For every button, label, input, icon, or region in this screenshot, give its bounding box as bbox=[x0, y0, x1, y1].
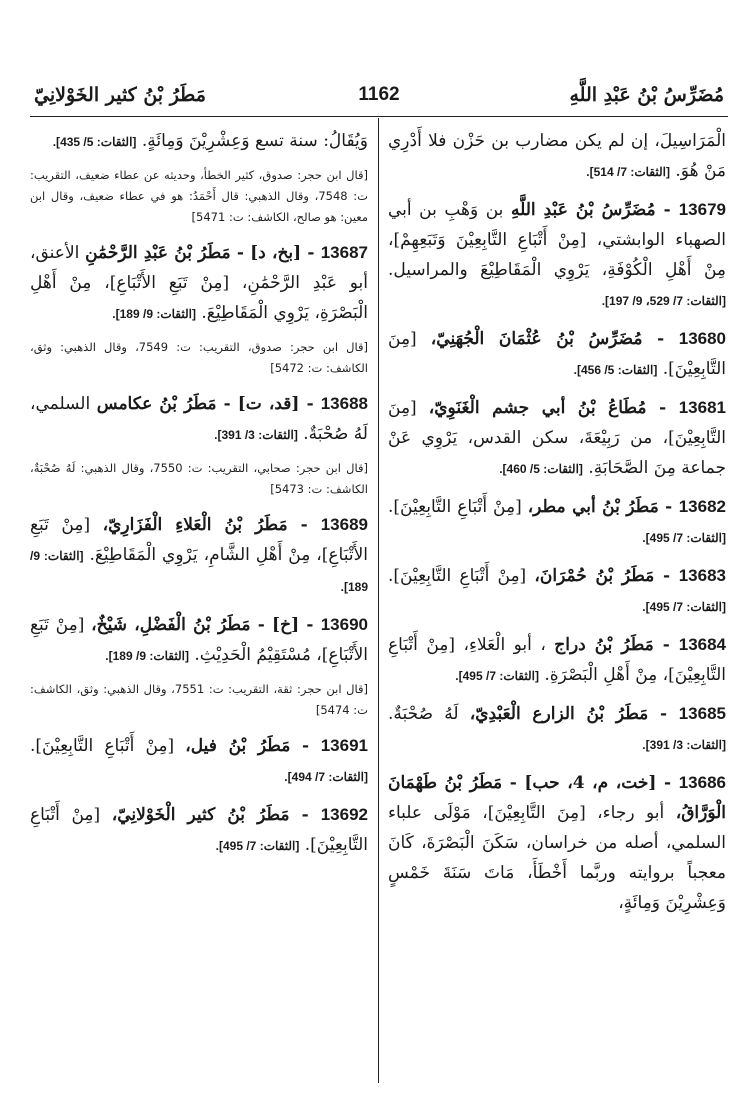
narrator-entry bbox=[30, 238, 368, 329]
narrator-name: مَطَرُ بْنُ أبي مطر، bbox=[527, 497, 659, 517]
entry-text: السلمي، لَهُ صُحْبَةٌ. bbox=[30, 394, 368, 444]
narrator-entry bbox=[388, 324, 726, 385]
entry-heading: 13692 - مَطَرُ بْنُ كثير الْخَوْلانِيّ، bbox=[111, 805, 368, 825]
narrator-name: [بخ، د] - مَطَرُ بْنُ عَبْدِ الرَّحْمَٰنِ bbox=[85, 243, 302, 263]
entry-number: 13690 bbox=[320, 615, 368, 634]
page-number: 1162 bbox=[358, 84, 400, 105]
footnote: [قال ابن حجر: ثقة، التقريب: ت: 7551، وقال الذهبي: وثق، الكاشف: ت: 5474] bbox=[30, 682, 368, 717]
entry-number: 13684 bbox=[678, 635, 726, 654]
source-reference: [الثقات: 7/ 494]. bbox=[284, 770, 368, 784]
entry-text: [مِنْ أَتْبَاعِ التَّابِعِيْنَ]. bbox=[388, 497, 522, 517]
entry-heading: 13690 - [خ] - مَطَرُ بْنُ الْفَضْلِ، شَيْخٌ، bbox=[91, 615, 368, 635]
entry-number: 13679 bbox=[678, 200, 726, 219]
source-reference: [الثقات: 9/ 189]. bbox=[30, 549, 368, 594]
narrator-entry bbox=[30, 800, 368, 861]
entry-heading: 13684 - مَطَرُ بْنُ دراج bbox=[554, 635, 726, 655]
header-right-title: مُضَرِّسُ بْنُ عَبْدِ اللَّهِ bbox=[569, 84, 724, 106]
entry-number: 13681 bbox=[678, 398, 726, 417]
narrator-name: مَطَرُ بْنُ الزارع الْعَبْدِيّ، bbox=[469, 704, 649, 724]
source-reference: [الثقات: 3/ 391]. bbox=[642, 738, 726, 752]
narrator-entry bbox=[388, 630, 726, 691]
entry-continuation bbox=[388, 126, 726, 187]
source-reference: [الثقات: 7/ 514]. bbox=[586, 165, 670, 179]
entry-text: الأعنق، أبو عَبْدِ الرَّحْمَٰنِ، [مِنْ تَبَعِ الأَتْبَاعِ]، مِنْ أَهْلِ الْبَصْرَةِ، يَرْوِي الْمَقَاطِيْعَ. bbox=[30, 243, 368, 323]
source-reference: [الثقات: 9/ 189]. bbox=[112, 307, 196, 321]
entry-heading: 13687 - [بخ، د] - مَطَرُ بْنُ عَبْدِ الرَّحْمَٰنِ bbox=[85, 243, 368, 263]
source-reference: [الثقات: 7/ 495]. bbox=[215, 839, 300, 853]
narrator-name: [خ] - مَطَرُ بْنُ الْفَضْلِ، شَيْخٌ، bbox=[91, 615, 300, 635]
entry-number: 13685 bbox=[678, 704, 726, 723]
narrator-name: [قد، ت] - مَطَرُ بْنُ عكامس bbox=[96, 394, 300, 414]
source-reference: [الثقات: 7/ 495]. bbox=[642, 600, 726, 614]
entry-text: [مِنْ أَتْبَاعِ التَّابِعِيْنَ]. bbox=[30, 805, 368, 855]
narrator-entry bbox=[388, 561, 726, 622]
entry-heading: 13681 - مُطَاعُ بْنُ أبي جشم الْغَنَوِيّ، bbox=[428, 398, 726, 418]
right-column bbox=[388, 126, 726, 1086]
source-reference: [الثقات: 3/ 391]. bbox=[214, 428, 298, 442]
source-reference: [الثقات: 5/ 435]. bbox=[52, 135, 137, 149]
entry-text: الْمَرَاسِيلَ، إن لم يكن مضارب بن حَزْن فلا أَدْرِي مَنْ هُوَ. bbox=[388, 131, 726, 181]
entry-number: 13692 bbox=[320, 805, 368, 824]
footnote: [قال ابن حجر: صحابي، التقريب: ت: 7550، وقال الذهبي: لَهُ صُحْبَةٌ، الكاشف: ت: 5473] bbox=[30, 461, 368, 496]
entry-number: 13691 bbox=[320, 736, 368, 755]
entry-number: 13686 bbox=[678, 773, 726, 792]
entry-heading: 13686 - [خت، م، 4، حب] - مَطَرُ بْنُ طَهْمَانَ الْوَرَّاقُ، bbox=[388, 773, 726, 823]
entry-number: 13689 bbox=[320, 515, 368, 534]
page-header bbox=[34, 84, 724, 118]
narrator-name: مَطَرُ بْنُ الْعَلاءِ الْفَزَارِيّ، bbox=[102, 515, 288, 535]
entry-heading: 13682 - مَطَرُ بْنُ أبي مطر، bbox=[527, 497, 726, 517]
entry-text: بن وَهْبِ بن أبي الصهباء الوابشتي، [مِنْ أَتْبَاعِ التَّابِعِيْنَ وَتَبَعِهِمْ]، مِنْ أَهْلِ الْكُوْفَةِ، يَرْوِي الْمَقَاطِيْعَ والمراسيل. bbox=[388, 200, 726, 280]
narrator-name: مَطَرُ بْنُ دراج bbox=[554, 635, 654, 655]
narrator-entry bbox=[30, 510, 368, 602]
entry-number: 13683 bbox=[678, 566, 726, 585]
narrator-entry bbox=[388, 768, 726, 918]
entry-heading: 13685 - مَطَرُ بْنُ الزارع الْعَبْدِيّ، bbox=[469, 704, 726, 724]
narrator-name: [خت، م، 4، حب] - مَطَرُ بْنُ طَهْمَانَ الْوَرَّاقُ، bbox=[388, 773, 726, 823]
footnote: [قال ابن حجر: صدوق، كثير الخطأ، وحديثه عن عطاء ضعيف، التقريب: ت: 7548، وقال الذهبي: قال أَحْمَدُ: هو في عطاء ضعيف، وقال ابن معين: هو صالح، الكاشف: ت: 5471] bbox=[30, 168, 368, 224]
narrator-entry bbox=[30, 731, 368, 792]
narrator-entry bbox=[388, 393, 726, 484]
entry-text: وَيُقَالُ: سنة تسع وَعِشْرِيْنَ وَمِائَةٍ. bbox=[141, 131, 368, 151]
entry-text: [مِنْ تَبَعِ الأَتْبَاعِ]، مُسْتَقِيْمُ الْحَدِيْثِ. bbox=[30, 615, 368, 665]
source-reference: [الثقات: 5/ 456]. bbox=[573, 363, 658, 377]
entry-text: ، أبو الْعَلاءِ، [مِنْ أَتْبَاعِ التَّابِعِيْنَ]، مِنْ أَهْلِ الْبَصْرَةِ. bbox=[388, 635, 726, 685]
narrator-entry bbox=[388, 699, 726, 760]
entry-text: [مِنْ أَتْبَاعِ التَّابِعِيْنَ]. bbox=[388, 566, 527, 586]
entry-text: [مِنْ تَبَعِ الأَتْبَاعِ]، مِنْ أَهْلِ الشَّامِ، يَرْوِي الْمَقَاطِيْعَ. bbox=[30, 515, 368, 565]
narrator-name: مَطَرُ بْنُ كثير الْخَوْلانِيّ، bbox=[111, 805, 290, 825]
narrator-name: مَطَرُ بْنُ حُمْرَانَ، bbox=[534, 566, 655, 586]
narrator-name: مُضَرِّسُ بْنُ عَبْدِ اللَّهِ bbox=[510, 200, 656, 220]
entry-heading: 13688 - [قد، ت] - مَطَرُ بْنُ عكامس bbox=[96, 394, 368, 414]
entry-number: 13688 bbox=[320, 394, 368, 413]
entry-number: 13680 bbox=[678, 329, 726, 348]
entry-text: أبو رجاء، [مِنَ التَّابِعِيْنَ]، مَوْلَى علباء السلمي، أصله من خراسان، سَكَنَ الْبَصْرَةَ، كَانَ معجباً بروايته وربَّما أَخْطَأَ، مَاتَ سَنَةَ خَمْسٍ وَعِشْرِيْنَ وَمِائَةٍ، bbox=[388, 803, 726, 913]
entry-number: 13682 bbox=[678, 497, 726, 516]
entry-heading: 13679 - مُضَرِّسُ بْنُ عَبْدِ اللَّهِ bbox=[510, 200, 726, 220]
narrator-entry bbox=[30, 610, 368, 671]
entry-text: [مِنَ التَّابِعِيْنَ]. bbox=[388, 329, 726, 379]
source-reference: [الثقات: 7/ 495]. bbox=[642, 531, 726, 545]
left-column bbox=[30, 126, 368, 1086]
column-divider bbox=[378, 118, 379, 1083]
header-rule bbox=[30, 116, 728, 117]
entry-text: [مِنْ أَتْبَاعِ التَّابِعِيْنَ]. bbox=[30, 736, 175, 756]
source-reference: [الثقات: 5/ 460]. bbox=[499, 462, 583, 476]
entry-continuation bbox=[30, 126, 368, 157]
entry-text: لَهُ صُحْبَةٌ. bbox=[388, 704, 459, 724]
narrator-entry bbox=[30, 389, 368, 450]
entry-number: 13687 bbox=[320, 243, 368, 262]
source-reference: [الثقات: 7/ 495]. bbox=[455, 669, 539, 683]
source-reference: [الثقات: 9/ 189]. bbox=[105, 649, 189, 663]
footnote: [قال ابن حجر: صدوق، التقريب: ت: 7549، وقال الذهبي: وثق، الكاشف: ت: 5472] bbox=[30, 340, 368, 375]
narrator-entry bbox=[388, 492, 726, 553]
narrator-entry bbox=[388, 195, 726, 316]
source-reference: [الثقات: 7/ 529، 9/ 197]. bbox=[601, 294, 726, 308]
entry-text: [مِنَ التَّابِعِيْنَ]، من رَبِيْعَةَ، سكن القدس، يَرْوِي عَنْ جماعة مِنَ الصَّحَابَةِ. bbox=[388, 398, 726, 478]
narrator-name: مَطَرُ بْنُ فيل، bbox=[185, 736, 291, 756]
entry-heading: 13689 - مَطَرُ بْنُ الْعَلاءِ الْفَزَارِيّ، bbox=[102, 515, 368, 535]
narrator-name: مُضَرِّسُ بْنُ عُثْمَانَ الْجُهَنِيّ، bbox=[430, 329, 643, 349]
entry-heading: 13680 - مُضَرِّسُ بْنُ عُثْمَانَ الْجُهَنِيّ، bbox=[430, 329, 726, 349]
narrator-name: مُطَاعُ بْنُ أبي جشم الْغَنَوِيّ، bbox=[428, 398, 647, 418]
entry-heading: 13683 - مَطَرُ بْنُ حُمْرَانَ، bbox=[534, 566, 726, 586]
header-left-title: مَطَرُ بْنُ كثير الخَوْلانِيّ bbox=[34, 84, 206, 106]
entry-heading: 13691 - مَطَرُ بْنُ فيل، bbox=[185, 736, 368, 756]
